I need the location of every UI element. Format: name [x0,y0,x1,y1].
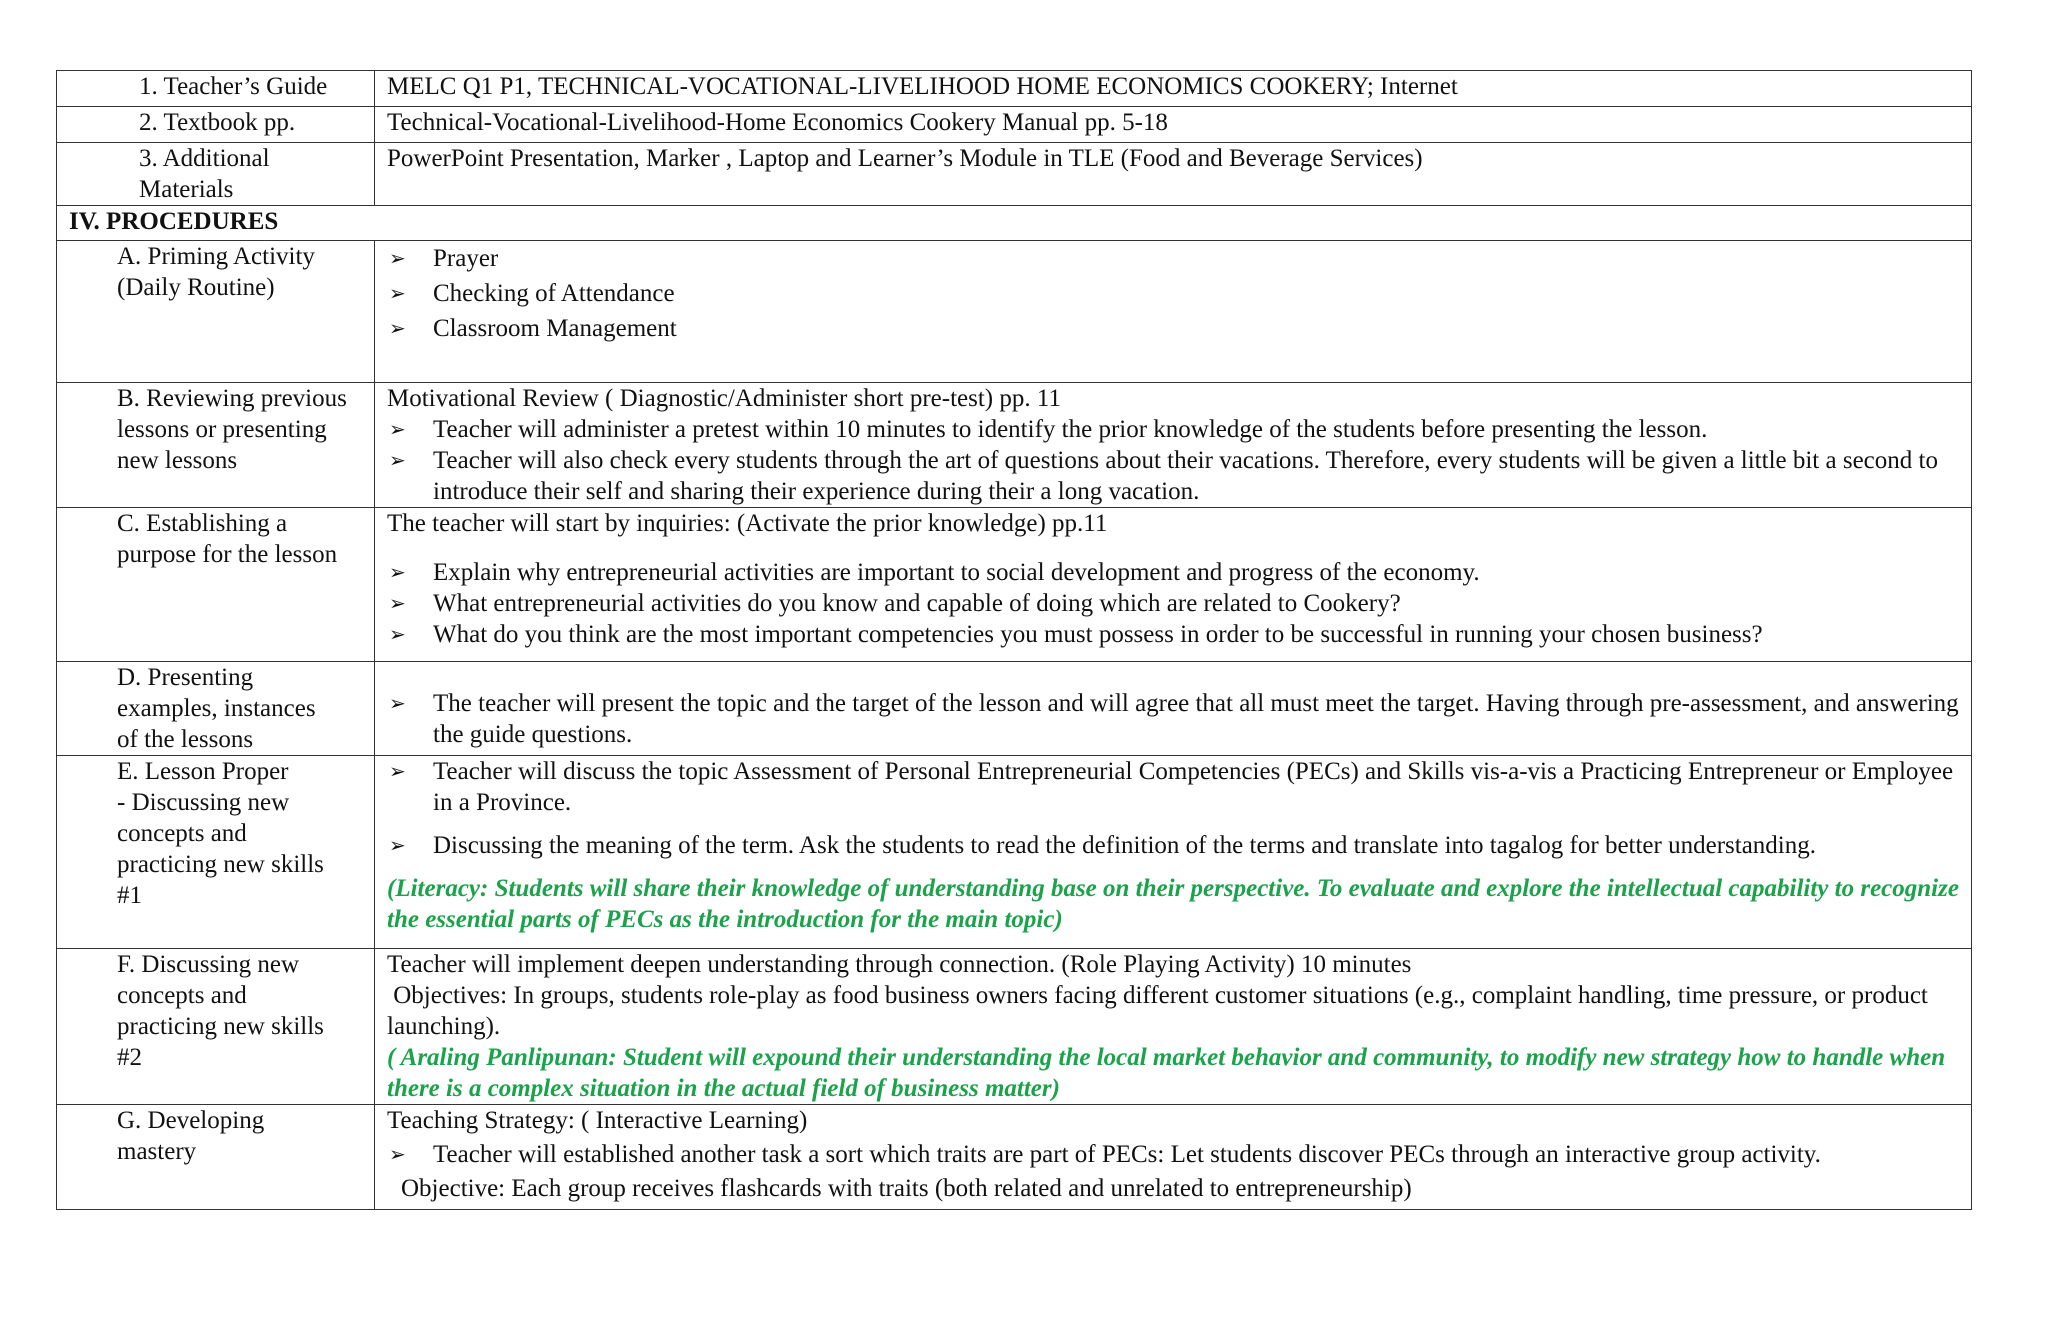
procedure-objectives: Objectives: In groups, students role-play as food business owners facing different customer situations (e.g., complaint handling, time pressure, or product launching). [387,982,1935,1040]
arrow-bullet-icon: ➢ [389,833,406,857]
arrow-bullet-icon: ➢ [389,448,406,472]
procedure-content-b [375,383,1972,508]
procedure-label-d: D. Presenting examples, instances of the lessons [57,662,375,756]
procedure-content-a [375,241,1972,383]
resource-label: 1. Teacher’s Guide [57,71,375,107]
spacer [387,662,1959,688]
arrow-bullet-icon: ➢ [389,560,406,584]
list-item: ➢ Teacher will discuss the topic Assessment of Personal Entrepreneurial Competencies (PECs) and Skills vis-a-vis a Practicing Entrepreneur or Employee in a Province. [389,758,1954,816]
procedure-label-a: A. Priming Activity (Daily Routine) [57,241,375,383]
arrow-bullet-icon: ➢ [389,281,406,305]
procedure-row-c [57,508,1972,662]
list-item: ➢ Prayer [387,241,1959,276]
list-item: ➢ What do you think are the most important competencies you must possess in order to be successful in running your chosen business? [389,621,1763,648]
resource-value: PowerPoint Presentation, Marker , Laptop and Learner’s Module in TLE (Food and Beverage Services) [375,143,1972,206]
procedure-content-c [375,508,1972,662]
procedure-content-f [375,949,1972,1105]
resource-label: 3. Additional Materials [57,143,375,206]
procedure-intro: Teacher will implement deepen understanding through connection. (Role Playing Activity) 10 minutes [387,951,1412,978]
procedure-row-f [57,949,1972,1105]
list-item: ➢ Classroom Management [387,311,1959,346]
arrow-bullet-icon: ➢ [389,591,406,615]
arrow-bullet-icon: ➢ [389,759,406,783]
arrow-bullet-icon: ➢ [389,1142,406,1166]
arrow-bullet-icon: ➢ [389,417,406,441]
lesson-plan-table [56,70,1972,1210]
resource-row-additional-materials [57,143,1972,206]
list-item: ➢ What entrepreneurial activities do you know and capable of doing which are related to Cookery? [389,590,1401,617]
procedure-label-c: C. Establishing a purpose for the lesson [57,508,375,662]
resource-row-teachers-guide [57,71,1972,107]
list-item: ➢ Teacher will also check every students through the art of questions about their vacations. Therefore, every students will be given a little bit a second to introduce their self and sharing their experience during their a long vacation. [389,447,1938,505]
list-item: ➢ Checking of Attendance [387,276,1959,311]
procedure-intro: The teacher will start by inquiries: (Activate the prior knowledge) pp.11 [387,510,1108,537]
procedures-header-row [57,206,1972,241]
arrow-bullet-icon: ➢ [389,691,406,715]
procedure-label-g: G. Developing mastery [57,1105,375,1210]
list-item: ➢ Explain why entrepreneurial activities are important to social development and progress of the economy. [389,559,1480,586]
procedure-content-d [375,662,1972,756]
list-item: ➢ The teacher will present the topic and the target of the lesson and will agree that all must meet the target. Having through pre-assessment, and answering the guide questions. [389,690,1959,748]
procedure-intro: Teaching Strategy: ( Interactive Learning) [387,1107,808,1134]
resource-value: MELC Q1 P1, TECHNICAL-VOCATIONAL-LIVELIHOOD HOME ECONOMICS COOKERY; Internet [375,71,1972,107]
procedure-row-b [57,383,1972,508]
procedure-label-f: F. Discussing new concepts and practicing new skills #2 [57,949,375,1105]
list-item: ➢ Teacher will established another task a sort which traits are part of PECs: Let students discover PECs through an interactive group activity. [389,1141,1821,1168]
arrow-bullet-icon: ➢ [389,246,406,270]
araling-panlipunan-integration-note: ( Araling Panlipunan: Student will expound their understanding the local market behavior and community, to modify new strategy how to handle when there is a complex situation in the actual field of business matter) [387,1044,1946,1102]
procedure-content-e [375,756,1972,949]
list-item: ➢ Teacher will administer a pretest within 10 minutes to identify the prior knowledge of the students before presenting the lesson. [389,416,1708,443]
resource-label: 2. Textbook pp. [57,107,375,143]
procedure-row-e [57,756,1972,949]
resource-row-textbook [57,107,1972,143]
literacy-integration-note: (Literacy: Students will share their knowledge of understanding base on their perspective. To evaluate and explore the intellectual capability to recognize the essential parts of PECs as the introduction for the main topic) [387,875,1959,933]
resource-value: Technical-Vocational-Livelihood-Home Economics Cookery Manual pp. 5-18 [375,107,1972,143]
procedure-row-d [57,662,1972,756]
procedure-objective: Objective: Each group receives flashcards with traits (both related and unrelated to entrepreneurship) [401,1175,1412,1202]
procedure-intro: Motivational Review ( Diagnostic/Administer short pre-test) pp. 11 [387,385,1061,412]
procedure-content-g [375,1105,1972,1210]
procedure-label-b: B. Reviewing previous lessons or presenting new lessons [57,383,375,508]
arrow-bullet-icon: ➢ [389,622,406,646]
procedure-row-g [57,1105,1972,1210]
procedure-row-a [57,241,1972,383]
arrow-bullet-icon: ➢ [389,316,406,340]
procedure-label-e: E. Lesson Proper - Discussing new concepts and practicing new skills #1 [57,756,375,949]
spacer [387,861,1959,873]
spacer [387,539,1959,557]
procedures-title: IV. PROCEDURES [57,206,1972,241]
list-item: ➢ Discussing the meaning of the term. Ask the students to read the definition of the terms and translate into tagalog for better understanding. [389,832,1816,859]
spacer [387,818,1959,830]
